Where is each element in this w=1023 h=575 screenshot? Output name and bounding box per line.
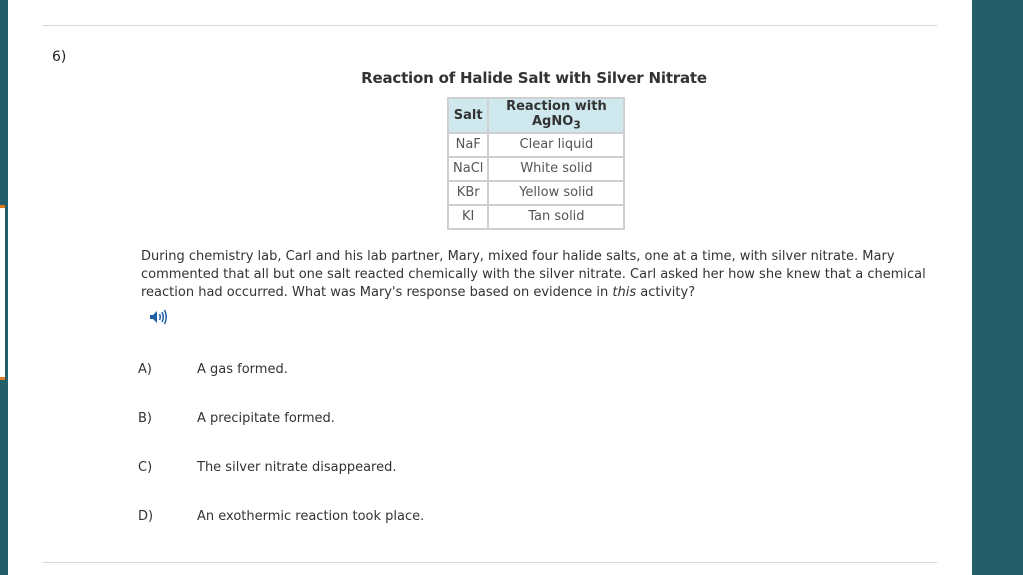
question-passage xyxy=(141,248,931,302)
table-row xyxy=(448,205,624,229)
choice-letter: B) xyxy=(138,411,152,426)
subscript-3: 3 xyxy=(573,118,581,132)
table-row xyxy=(448,181,624,205)
cell-reaction: Yellow solid xyxy=(488,181,624,205)
side-tab[interactable] xyxy=(0,205,5,380)
passage-emphasis: this xyxy=(612,285,637,300)
top-divider xyxy=(43,25,937,26)
column-header-reaction xyxy=(488,98,624,133)
cell-reaction: Clear liquid xyxy=(488,133,624,157)
question-number: 6) xyxy=(52,49,67,65)
choice-text: A precipitate formed. xyxy=(197,411,335,426)
column-header-reaction-text: Reaction with AgNO xyxy=(506,99,607,129)
cell-salt: KI xyxy=(448,205,488,229)
cell-salt: KBr xyxy=(448,181,488,205)
column-header-salt: Salt xyxy=(448,98,488,133)
cell-salt: NaCl xyxy=(448,157,488,181)
table-title: Reaction of Halide Salt with Silver Nitrate xyxy=(361,69,707,87)
choice-letter: C) xyxy=(138,460,153,475)
table-header-row xyxy=(448,98,624,133)
table-row xyxy=(448,157,624,181)
cell-reaction: White solid xyxy=(488,157,624,181)
choice-text: A gas formed. xyxy=(197,362,288,377)
speaker-icon[interactable] xyxy=(148,307,170,327)
choice-text: The silver nitrate disappeared. xyxy=(197,460,397,475)
choice-b[interactable] xyxy=(138,411,638,431)
choice-a[interactable] xyxy=(138,362,638,382)
question-panel xyxy=(8,0,972,575)
choice-d[interactable] xyxy=(138,509,638,529)
salt-table xyxy=(447,97,625,230)
passage-text: During chemistry lab, Carl and his lab partner, Mary, mixed four halide salts, one at a time, with silver nitrate. Mary commented that all but one salt reacted chemically with the silver nitrate. Carl asked her how she knew that a chemical reaction had occurred. What was Mary's response based on evidence in xyxy=(141,249,926,300)
cell-salt: NaF xyxy=(448,133,488,157)
passage-text-end: activity? xyxy=(636,285,696,300)
choice-letter: A) xyxy=(138,362,152,377)
choice-text: An exothermic reaction took place. xyxy=(197,509,425,524)
cell-reaction: Tan solid xyxy=(488,205,624,229)
table-row xyxy=(448,133,624,157)
choice-letter: D) xyxy=(138,509,154,524)
choice-c[interactable] xyxy=(138,460,638,480)
bottom-divider xyxy=(43,562,937,563)
